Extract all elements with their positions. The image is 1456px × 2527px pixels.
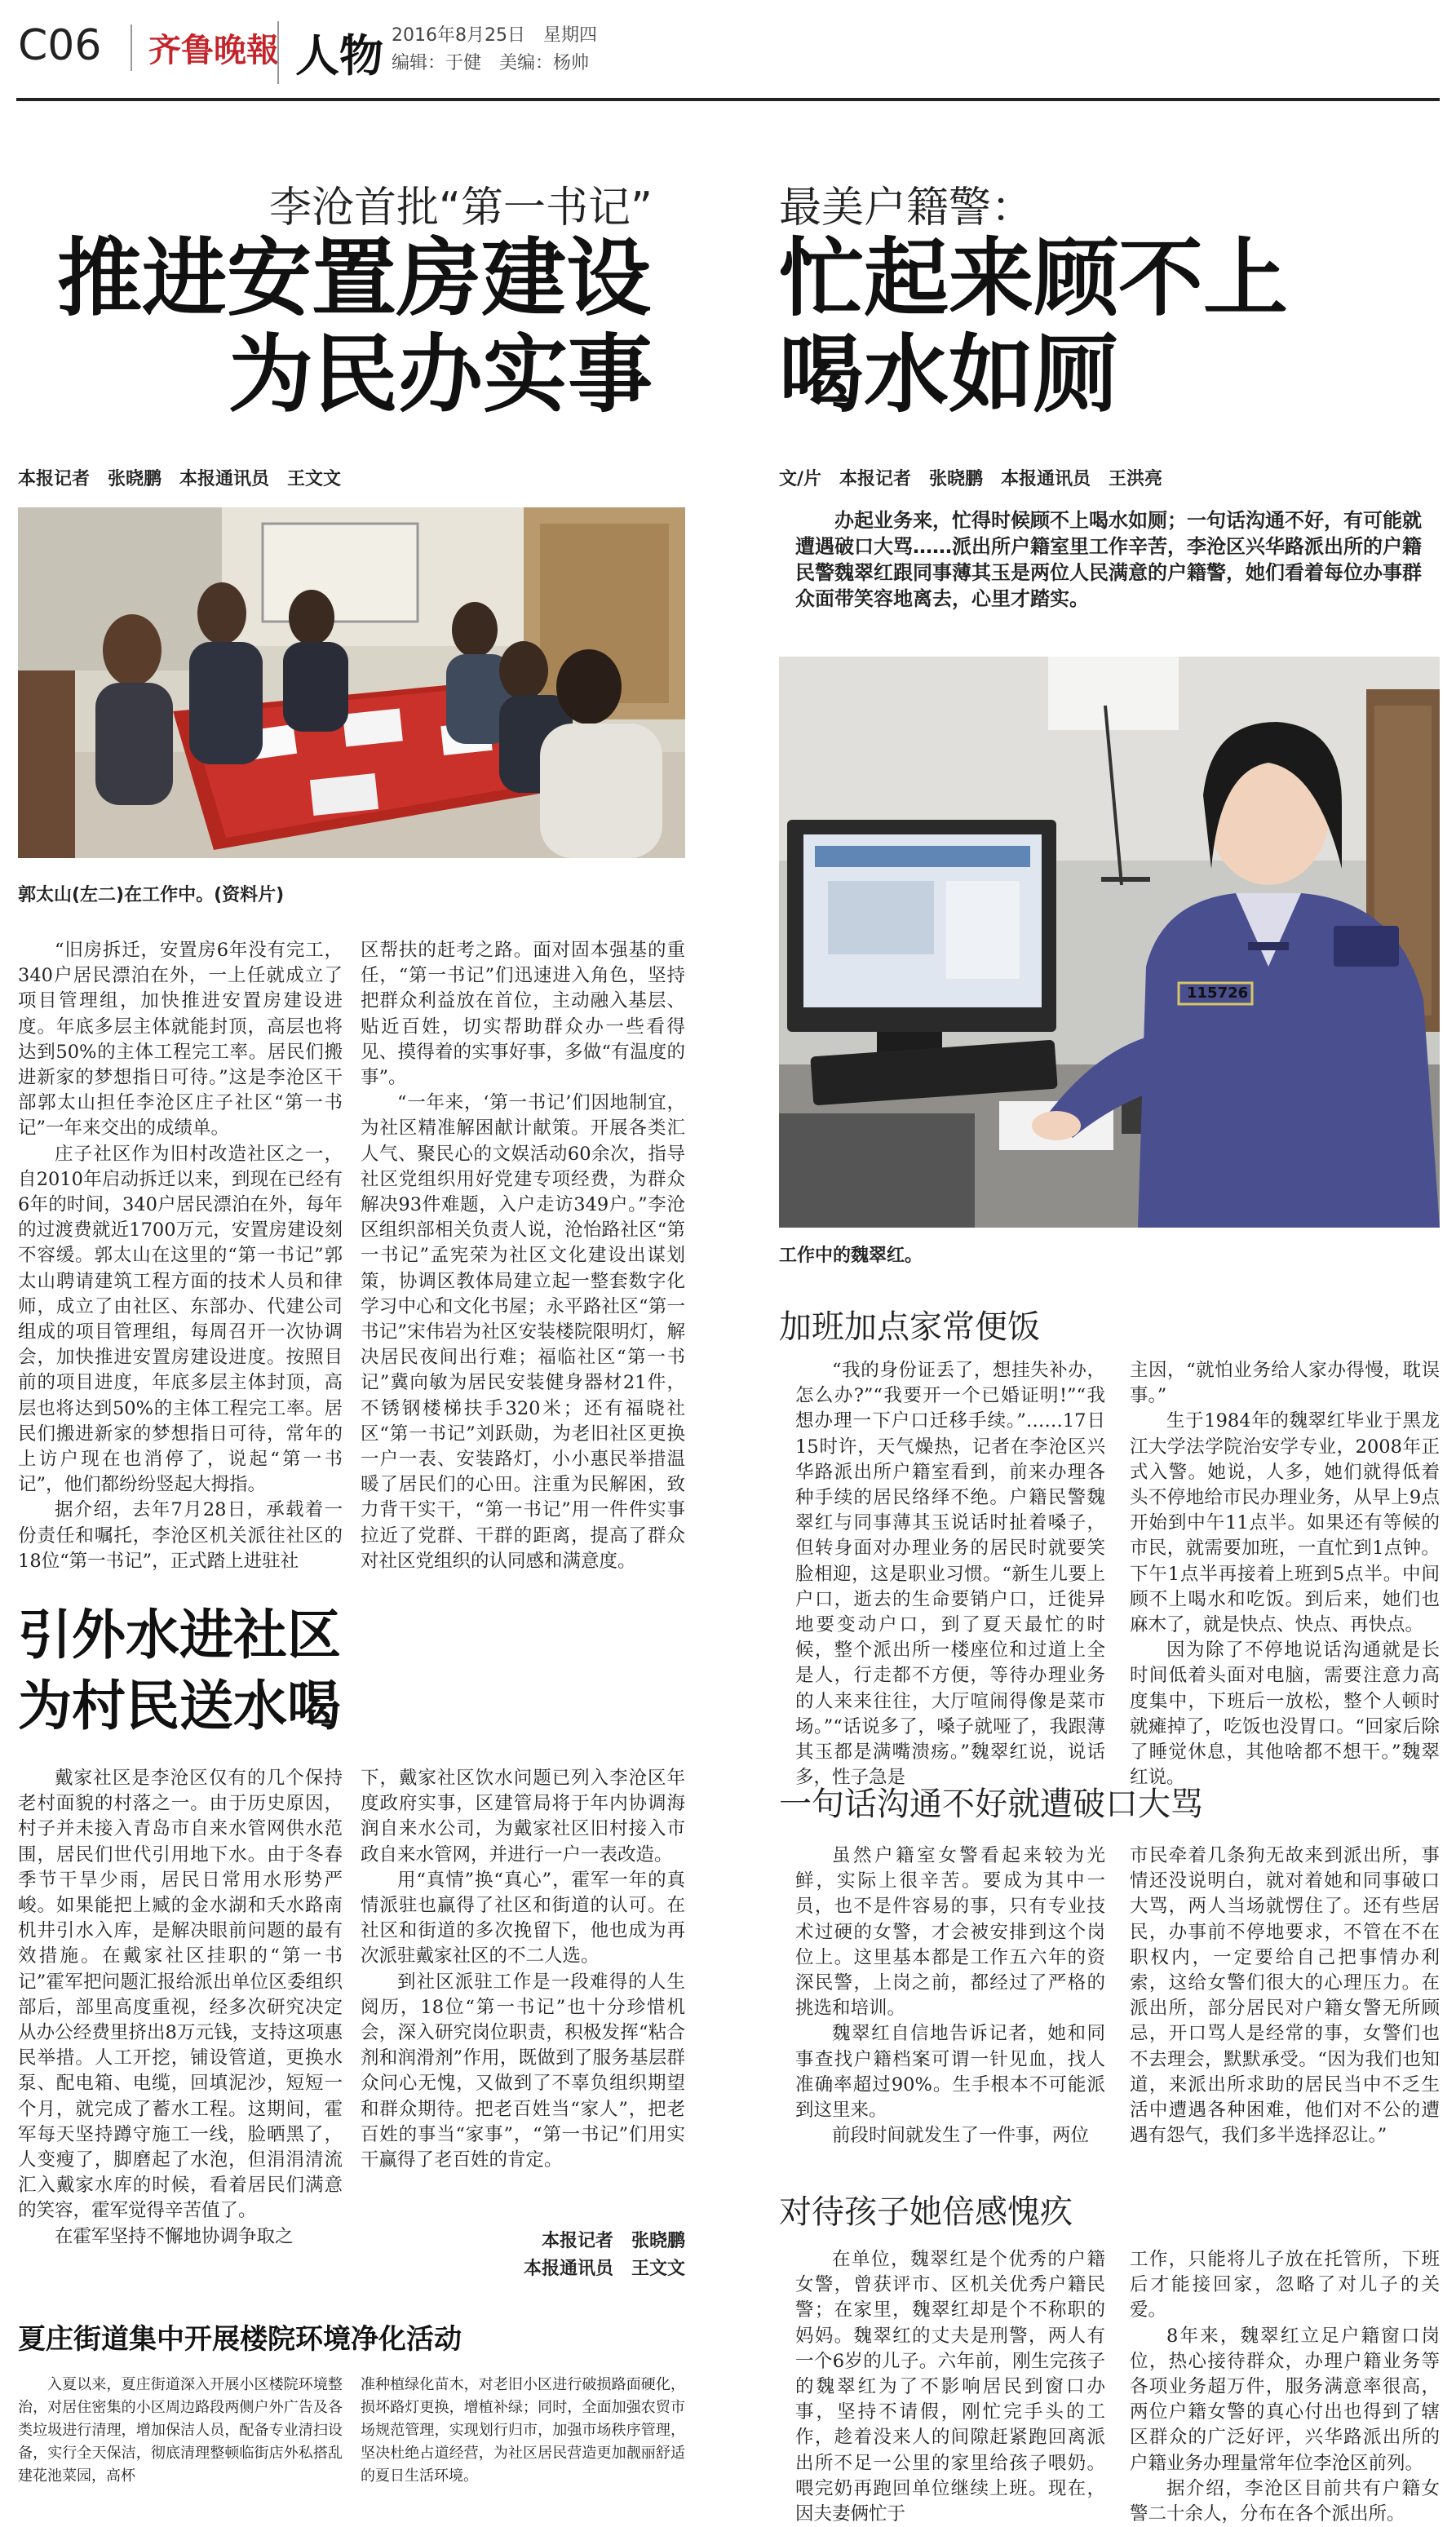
article4-s3-col1-para1: 在单位，魏翠红是个优秀的户籍女警，曾获评市、区机关优秀户籍民警；在家里，魏翠红却是个不称职的妈妈。魏翠红的丈夫是刑警，两人有一个6岁的儿子。六年前，刚生完孩子的魏翠红为了不影响居民到窗口办事，坚持不请假，刚忙完手头的工作，趁着没来人的间隙赶紧跑回离派出所不足一公里的家里给孩子喂奶。喂完奶再跑回单位继续上班。现在，因夫妻俩忙于 (795, 2249, 1105, 2525)
article1-column-2 (361, 938, 685, 1572)
article4-s1-col2-para1: 主因，“就怕业务给人家办得慢，耽误事。” (1130, 1360, 1440, 1407)
article1-photo-caption: 郭太山(左二)在工作中。(资料片) (18, 885, 285, 905)
article4-lede: 办起业务来，忙得时候顾不上喝水如厕；一句话沟通不好，有可能就遭遇破口大骂……派出所户籍室里工作辛苦，李沧区兴华路派出所的户籍民警魏翠红跟同事薄其玉是两位人民满意的户籍警，她们看着每位办事群众面带笑容地离去，心里才踏实。 (795, 509, 1422, 610)
article4-section3-column-1 (795, 2247, 1105, 2525)
article3-col1-para1: 入夏以来，夏庄街道深入开展小区楼院环境整治，对居住密集的小区周边路段两侧户外广告及各类垃圾进行清理，增加保洁人员，配备专业清扫设备，实行全天保洁，彻底清理整顿临街店外私搭乱建花池菜园，高杯 (18, 2376, 343, 2485)
article4-headline-line2: 喝水如厕 (779, 325, 1119, 424)
article1-headline-line1: 推进安置房建设 (57, 228, 652, 328)
article2-column-2 (361, 1766, 685, 2223)
article1-byline: 本报记者 张晓鹏 本报通讯员 王文文 (18, 469, 342, 489)
article4-s2-col1-para1: 虽然户籍室女警看起来较为光鲜，实际上很辛苦。要成为其中一员，也不是件容易的事，只有专业技术过硬的女警，才会被安排到这个岗位上。这里基本都是工作五六年的资深民警，上岗之前，都经过了严格的挑选和培训。 (795, 1845, 1105, 2020)
article2-col2-para1: 下，戴家社区饮水问题已列入李沧区年度政府实事，区建管局将于年内协调海润自来水公司，为戴家社区旧村接入市政自来水管网，并进行一户一表改造。 (361, 1768, 685, 1865)
article2-col1-para1: 戴家社区是李沧区仅有的几个保持老村面貌的村落之一。由于历史原因，村子并未接入青岛市自来水管网供水范围，居民们世代引用地下水。由于冬春季节干旱少雨，居民日常用水形势严峻。如果能把上臧的金水湖和夭水路南机井引水入库，是解决眼前问题的最有效措施。在戴家社区挂职的“第一书记”霍军把问题汇报给派出单位区委组织部后，部里高度重视，经多次研究决定从办公经费里挤出8万元钱，支持这项惠民举措。人工开挖，铺设管道，更换水泵、配电箱、电缆，回填泥沙，短短一个月，就完成了蓄水工程。这期间，霍军每天坚持蹲守施工一线，脸晒黑了，人变瘦了，脚磨起了水泡，但涓涓清流汇入戴家水库的时候，看着居民们满意的笑容，霍军觉得辛苦值了。 (18, 1768, 343, 2222)
article4-kicker: 最美户籍警： (779, 184, 1034, 232)
article1-col2-para1: 区帮扶的赶考之路。面对固本强基的重任，“第一书记”们迅速进入角色，坚持把群众利益放在首位，主动融入基层、贴近百姓，切实帮助群众办一些看得见、摸得着的实事好事，多做“有温度的事”。 (361, 940, 685, 1089)
article3-column-1 (18, 2374, 343, 2496)
article1-column-1 (18, 938, 343, 1572)
article1-col1-para3: 据介绍，去年7月28日，承载着一份责任和嘱托，李沧区机关派往社区的18位“第一书记”，正式踏上进驻社 (18, 1499, 343, 1572)
article4-section2-column-1 (795, 1843, 1105, 2162)
article4-s2-col1-para2: 魏翠红自信地告诉记者，她和同事查找户籍档案可谓一针见血，找人准确率超过90%。生手根本不可能派到这里来。 (795, 2023, 1105, 2122)
article1-col1-para1: “旧房拆迁，安置房6年没有完工，340户居民漂泊在外，一上任就成立了项目管理组，加快推进安置房建设进度。年底多层主体就能封顶，高层也将达到50%的主体工程完工率。居民们搬进新家的梦想指日可待。”这是李沧区干部郭太山担任李沧区庄子社区“第一书记”一年来交出的成绩单。 (18, 940, 343, 1140)
article2-headline-line2: 为村民送水喝 (18, 1675, 341, 1737)
article1-col1-para2: 庄子社区作为旧村改造社区之一，自2010年启动拆迁以来，到现在已经有6年的时间，340户居民漂泊在外，每年的过渡费就近1700万元，安置房建设刻不容缓。郭太山在这里的“第一书记”郭太山聘请建筑工程方面的技术人员和律师，成立了由社区、东部办、代建公司组成的项目管理组，每周召开一次协调会，加快推进安置房建设进度。按照目前的项目进度，年底多层主体封顶，高层也将达到50%的主体工程完工率。居民们搬进新家的梦想指日可待，常年的上访户现在也消停了，说起“第一书记”，他们都纷纷竖起大拇指。 (18, 1143, 343, 1496)
article4-section3-column-2 (1130, 2247, 1440, 2525)
article3-column-2 (361, 2374, 685, 2496)
article1-kicker: 李沧首批“第一书记” (269, 184, 653, 232)
article4-subhead-overtime: 加班加点家常便饭 (779, 1308, 1040, 1346)
article4-s3-col2-para2: 8年来，魏翠红立足户籍窗口岗位，热心接待群众，办理户籍业务等各项业务超万件，服务满意率很高，两位户籍女警的真心付出也得到了辖区群众的广泛好评，兴华路派出所的户籍业务办理量常年位李沧区前列。 (1130, 2325, 1440, 2474)
article4-section1-column-2 (1130, 1358, 1440, 1789)
article2-signature-reporter: 本报记者 张晓鹏 (541, 2231, 685, 2251)
article1-photo-meeting (18, 507, 685, 858)
issue-date: 2016年8月25日 星期四 (392, 25, 597, 46)
article4-headline-line1: 忙起来顾不上 (779, 228, 1289, 328)
article4-s3-col2-para3: 据介绍，李沧区目前共有户籍女警二十余人，分布在各个派出所。 (1130, 2477, 1440, 2525)
paper-name-logo: 齐鲁晚報 (131, 24, 279, 71)
article2-signature-correspondent: 本报通讯员 王文文 (523, 2259, 685, 2279)
article2-col2-para3: 到社区派驻工作是一段难得的人生阅历，18位“第一书记”也十分珍惜机会，深入研究岗位职责，积极发挥“粘合剂和润滑剂”作用，既做到了服务基层群众问心无愧，又做到了不辜负组织期望和群众期待。把老百姓当“家人”，把老百姓的事当“家事”，“第一书记”们用实干赢得了老百姓的肯定。 (361, 1971, 685, 2171)
header-rule (16, 98, 1440, 101)
section-title: 人物 (277, 21, 383, 84)
article4-s3-col2-para1: 工作，只能将儿子放在托管所，下班后才能接回家，忽略了对儿子的关爱。 (1130, 2249, 1440, 2321)
article4-photo-caption: 工作中的魏翠红。 (779, 1246, 923, 1266)
article4-subhead-abuse: 一句话沟通不好就遭破口大骂 (779, 1786, 1203, 1823)
article2-col1-para2: 在霍军坚持不懈地协调争取之 (55, 2225, 294, 2247)
article4-s2-col2-para1: 市民牵着几条狗无故来到派出所，事情还没说明白，就对着她和同事破口大骂，两人当场就愣住了。还有些居民，办事前不停地要求，不管在不在职权内，一定要给自己把事情办利索，这给女警们很大的心理压力。在派出所，部分居民对户籍女警无所顾忌，开口骂人是经常的事，女警们也不去理会，默默承受。“因为我们也知道，来派出所求助的居民当中不乏生活中遭遇各种困难，他们对不公的遭遇有怨气，我们多半选择忍让。” (1130, 1845, 1440, 2147)
article4-section2-column-2 (1130, 1843, 1440, 2162)
article1-headline-line2: 为民办实事 (228, 325, 653, 424)
article3-headline: 夏庄街道集中开展楼院环境净化活动 (18, 2323, 462, 2356)
article4-byline: 文/片 本报记者 张晓鹏 本报通讯员 王洪亮 (779, 469, 1163, 489)
article2-column-1 (18, 1766, 343, 2284)
editor-credits: 编辑：于健 美编：杨帅 (392, 53, 590, 73)
article4-section1-column-1 (795, 1358, 1105, 1789)
article1-col2-para2: “一年来，‘第一书记’们因地制宜，为社区精准解困献计献策。开展各类汇人气、聚民心的文娱活动60余次，指导社区党组织用好党建专项经费，为群众解决93件难题，入户走访349户。”李沧区组织部相关负责人说，沧怡路社区“第一书记”孟宪荣为社区文化建设出谋划策，协调区教体局建立起一整套数字化学习中心和文化书屋；永平路社区“第一书记”宋伟岩为社区安装楼院限明灯，解决居民夜间出行难；福临社区“第一书记”冀向敏为居民安装健身器材21件，不锈钢楼梯扶手320米；还有福晓社区“第一书记”刘跃勋，为老旧社区更换一户一表、安装路灯，小小惠民举措温暖了居民们的心田。注重为民解困，致力背干实干，“第一书记”用一件件实事拉近了党群、干群的距离，提高了群众对社区党组织的认同感和满意度。 (361, 1092, 685, 1572)
article4-s1-col2-para2: 生于1984年的魏翠红毕业于黑龙江大学法学院治安学专业，2008年正式入警。她说，人多，她们就得低着头不停地给市民办理业务，从早上9点开始到中午11点半。如果还有等候的市民，就需要加班，一直忙到1点钟。下午1点半再接着上班到5点半。中间顾不上喝水和吃饭。到后来，她们也麻木了，就是快点、快点、再快点。 (1130, 1410, 1440, 1636)
officer-photo-illustration (779, 657, 1440, 1228)
article4-s1-col1-para1: “我的身份证丢了，想挂失补办，怎么办?”“我要开一个已婚证明!”“我想办理一下户口迁移手续。”……17日15时许，天气燥热，记者在李沧区兴华路派出所户籍室看到，前来办理各种手续的居民络绎不绝。户籍民警魏翠红与同事薄其玉说话时扯着嗓子，但转身面对办理业务的居民时就要笑脸相迎，这是职业习惯。“新生儿要上户口，逝去的生命要销户口，迁徙异地要变动户口，到了夏天最忙的时候，整个派出所一楼座位和过道上全是人，行走都不方便，等待办理业务的人来来往往，大厅喧闹得像是菜市场。”“话说多了，嗓子就哑了，我跟薄其玉都是满嘴溃疡。”魏翠红说，说话多，性子急是 (795, 1360, 1105, 1789)
article4-subhead-guilt: 对待孩子她倍感愧疚 (779, 2193, 1073, 2231)
article2-headline-line1: 引外水进社区 (18, 1604, 341, 1666)
officer-badge-number: 115726 (1187, 985, 1249, 1002)
meeting-photo-illustration (18, 507, 685, 858)
article2-col2-para2: 用“真情”换“真心”，霍军一年的真情派驻也赢得了社区和街道的认可。在社区和街道的多次挽留下，他也成为再次派驻戴家社区的不二人选。 (361, 1869, 685, 1967)
article4-s1-col2-para3: 因为除了不停地说话沟通就是长时间低着头面对电脑，需要注意力高度集中，下班后一放松，整个人顿时就瘫掉了，吃饭也没胃口。“回家后除了睡觉休息，其他啥都不想干。”魏翠红说。 (1130, 1640, 1440, 1789)
article3-col2-para1: 准种植绿化苗木，对老旧小区进行破损路面硬化，损坏路灯更换，增植补绿；同时，全面加强农贸市场规范管理，实现划行归市，加强市场秩序管理，坚决杜绝占道经营，为社区居民营造更加靓丽舒适的夏日生活环境。 (361, 2376, 685, 2485)
article4-photo-officer (779, 657, 1440, 1228)
article4-s2-col1-para3: 前段时间就发生了一件事，两位 (832, 2125, 1090, 2147)
page-number: C06 (18, 21, 102, 70)
